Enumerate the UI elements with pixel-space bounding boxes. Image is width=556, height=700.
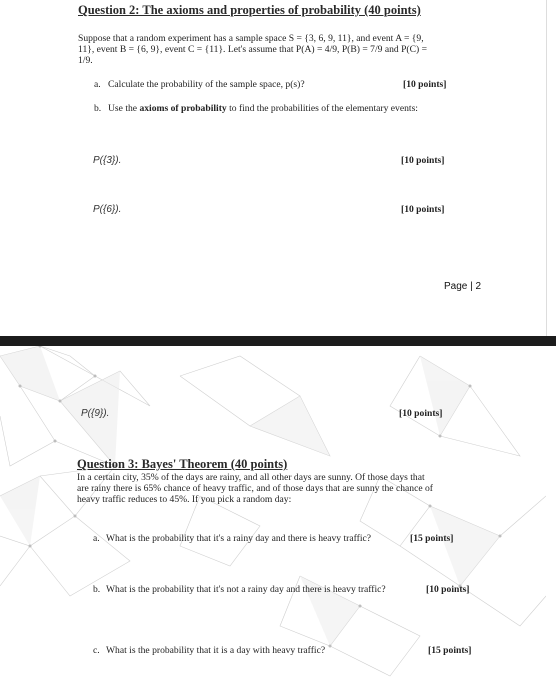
intro-line: In a certain city, 35% of the days are rainy, and all other days are sunny. Of those days that: [77, 472, 425, 483]
page-footer: Page | 2: [444, 281, 482, 292]
item-a-points: [10 points]: [403, 79, 447, 90]
question-3b-points: [10 points]: [426, 584, 470, 595]
item-b-marker: b.: [94, 103, 102, 114]
question-3a-marker: a.: [93, 533, 100, 544]
question-3c-marker: c.: [93, 645, 100, 656]
p9-label: P({9}).: [81, 408, 110, 419]
question-3-heading: Question 3: Bayes' Theorem (40 points): [77, 457, 288, 471]
intro-line: are rainy there is 65% chance of heavy traffic, and of those days that are sunny the chance of: [77, 483, 433, 494]
question-3b-marker: b.: [93, 584, 101, 595]
question-2-heading: Question 2: The axioms and properties of probability (40 points): [78, 3, 421, 17]
document-page-1: [0, 0, 547, 336]
question-3a-text: What is the probability that it's a rainy day and there is heavy traffic?: [106, 533, 372, 544]
question-3a-points: [15 points]: [410, 533, 454, 544]
item-b-bold: axioms of probability: [139, 103, 227, 114]
page-separator: [0, 336, 556, 346]
intro-line: 1/9.: [78, 55, 93, 66]
question-3c-points: [15 points]: [428, 645, 472, 656]
item-b-pre: Use the: [108, 103, 140, 114]
p3-points: [10 points]: [401, 155, 445, 166]
item-b-post: to find the probabilities of the elementary events:: [226, 103, 418, 114]
document-page-2: [0, 346, 546, 700]
item-b-text: [108, 103, 418, 114]
intro-line: 11}, event B = {6, 9}, event C = {11}. Let's assume that P(A) = 4/9, P(B) = 7/9 and P(C) =: [78, 44, 428, 55]
item-a-marker: a.: [94, 79, 101, 90]
question-2-intro: [78, 33, 488, 66]
p6-label: P({6}).: [93, 204, 122, 215]
intro-line: heavy traffic reduces to 45%. If you pick a random day:: [77, 494, 292, 505]
p3-label: P({3}).: [93, 155, 122, 166]
question-3-intro: [77, 472, 497, 505]
p9-points: [10 points]: [399, 408, 443, 419]
intro-line: Suppose that a random experiment has a sample space S = {3, 6, 9, 11}, and event A = {9,: [78, 33, 424, 44]
question-3c-text: What is the probability that it is a day with heavy traffic?: [106, 645, 326, 656]
item-a-text: Calculate the probability of the sample space, p(s)?: [108, 79, 305, 90]
p6-points: [10 points]: [401, 204, 445, 215]
question-3b-text: What is the probability that it's not a rainy day and there is heavy traffic?: [106, 584, 386, 595]
